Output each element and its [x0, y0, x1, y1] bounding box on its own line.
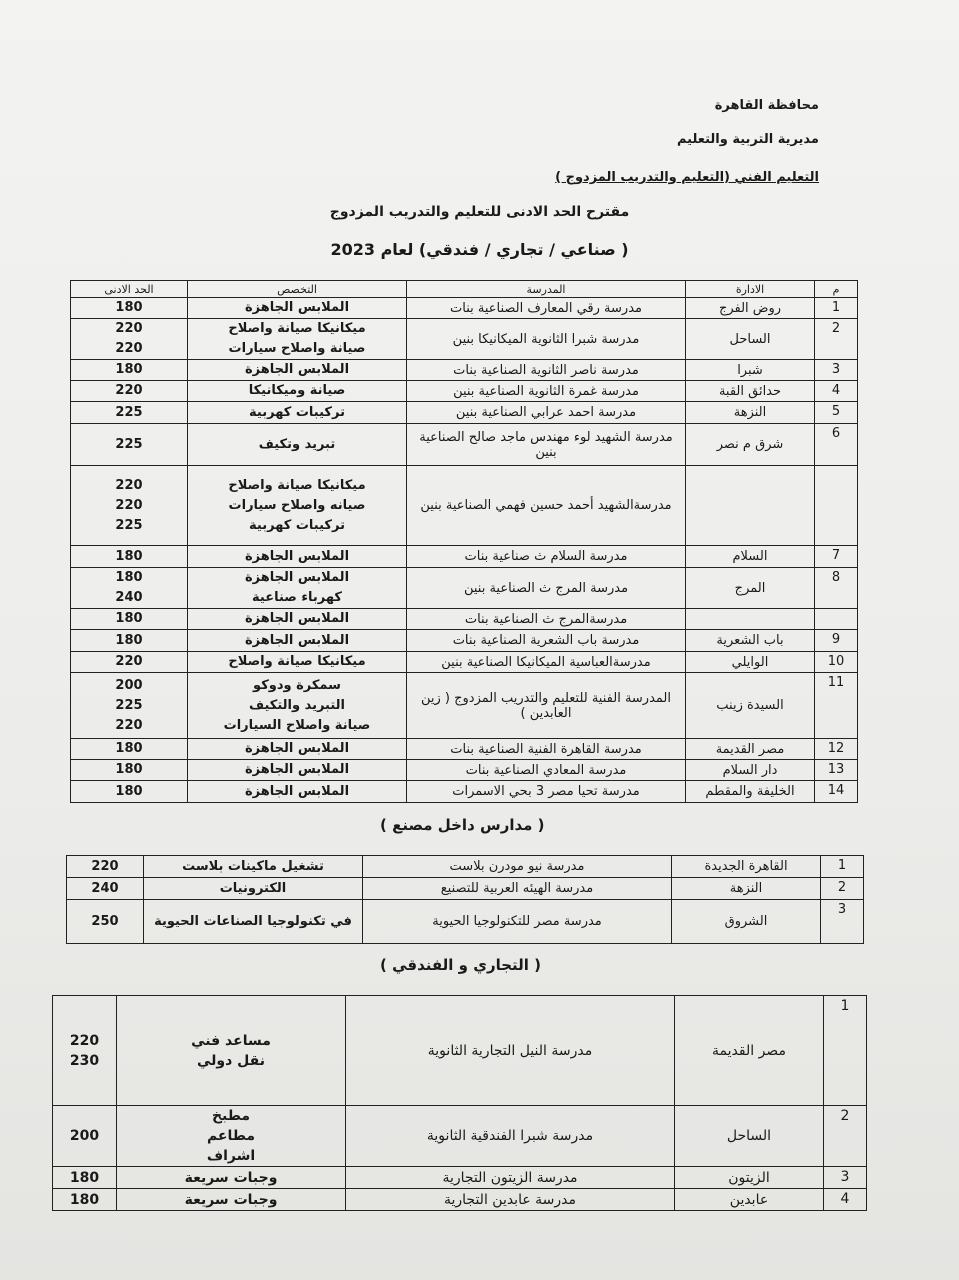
row-administration: الخليفة والمقطم	[686, 781, 815, 803]
row-specialty-line: صيانة واصلاح السيارات	[223, 717, 371, 733]
row-specialty-line: سمكرة ودوكو	[253, 677, 341, 693]
table-row	[71, 673, 858, 739]
row-administration: الشروق	[672, 900, 821, 944]
row-minimum-score	[71, 381, 188, 402]
row-number: 2	[815, 319, 858, 360]
table-row	[53, 1106, 867, 1167]
directorate-label: مديرية التربية والتعليم	[676, 132, 819, 147]
row-minimum-score-line: 180	[115, 783, 143, 799]
row-minimum-score	[67, 878, 144, 900]
table-row	[71, 466, 858, 546]
row-administration: شرق م نصر	[686, 424, 815, 466]
row-specialty	[188, 402, 407, 424]
row-minimum-score-line: 220	[115, 383, 143, 398]
row-school: مدرسة رقي المعارف الصناعية بنات	[407, 298, 686, 319]
row-specialty	[188, 546, 407, 568]
row-school: مدرسة الزيتون التجارية	[346, 1167, 675, 1189]
row-school: مدرسة النيل التجارية الثانوية	[346, 996, 675, 1106]
row-minimum-score-line: 220	[115, 497, 143, 513]
row-school: المدرسة الفنية للتعليم والتدريب المزدوج ( زين العابدين )	[407, 673, 686, 739]
row-minimum-score-line: 180	[115, 300, 143, 315]
row-school: مدرسة مصر للتكنولوجيا الحيوية	[363, 900, 672, 944]
row-number: 9	[815, 630, 858, 652]
row-specialty-line: صيانه واصلاح سيارات	[228, 497, 366, 513]
table-row	[53, 1167, 867, 1189]
governorate-label: محافظة القاهرة	[714, 98, 819, 113]
row-administration: الوايلي	[686, 652, 815, 673]
row-minimum-score	[71, 781, 188, 803]
table-row	[71, 609, 858, 630]
row-administration: السيدة زينب	[686, 673, 815, 739]
row-specialty	[144, 856, 363, 878]
table-row	[53, 996, 867, 1106]
row-school: مدرسة السلام ث صناعية بنات	[407, 546, 686, 568]
row-minimum-score-line: 220	[69, 1032, 100, 1049]
row-specialty-line: الملابس الجاهزة	[244, 762, 350, 777]
row-specialty	[188, 760, 407, 781]
table-row	[71, 298, 858, 319]
row-minimum-score	[67, 856, 144, 878]
row-specialty-line: كهرباء صناعية	[252, 590, 342, 605]
row-minimum-score-line: 220	[115, 477, 143, 493]
row-minimum-score	[71, 546, 188, 568]
row-administration: مصر القديمة	[675, 996, 824, 1106]
row-minimum-score-line: 180	[115, 611, 143, 626]
header-min-score: الحد الادنى	[71, 281, 188, 298]
row-minimum-score-line: 240	[115, 590, 143, 605]
row-school: مدرسة القاهرة الفنية الصناعية بنات	[407, 739, 686, 760]
row-number: 13	[815, 760, 858, 781]
row-school: مدرسة شبرا الثانوية الميكانيكا بنين	[407, 319, 686, 360]
row-minimum-score	[67, 900, 144, 944]
row-specialty-line: نقل دولي	[196, 1052, 265, 1069]
table-row	[71, 381, 858, 402]
row-number: 4	[824, 1189, 867, 1211]
row-administration: القاهرة الجديدة	[672, 856, 821, 878]
row-minimum-score-line: 250	[91, 913, 119, 929]
row-minimum-score-line: 220	[115, 717, 143, 733]
table-header-row	[71, 281, 858, 298]
row-number: 2	[821, 878, 864, 900]
table-row	[53, 1189, 867, 1211]
row-specialty-line: ميكانيكا صيانة واصلاح	[228, 477, 366, 493]
row-specialty-line: تركيبات كهربية	[249, 404, 345, 420]
table-row	[71, 739, 858, 760]
row-administration: شبرا	[686, 360, 815, 381]
row-minimum-score-line: 225	[115, 436, 143, 452]
row-specialty-line: الكترونيات	[219, 880, 287, 896]
row-number: 10	[815, 652, 858, 673]
row-school: مدرسة عابدين التجارية	[346, 1189, 675, 1211]
row-number: 6	[815, 424, 858, 466]
row-minimum-score-line: 180	[115, 632, 143, 648]
row-number: 12	[815, 739, 858, 760]
row-minimum-score-line: 180	[115, 548, 143, 564]
table-row	[67, 900, 864, 944]
factory-schools-table	[66, 855, 864, 944]
table-row	[71, 568, 858, 609]
row-number: 1	[815, 298, 858, 319]
document-title: مقترح الحد الادنى للتعليم والتدريب المزدوج	[329, 204, 630, 220]
table-row	[71, 360, 858, 381]
row-specialty-line: الملابس الجاهزة	[244, 611, 350, 626]
row-minimum-score-line: 225	[115, 517, 143, 533]
row-specialty	[117, 1189, 346, 1211]
row-number: 3	[824, 1167, 867, 1189]
row-minimum-score-line: 180	[115, 362, 143, 377]
row-minimum-score-line: 200	[69, 1128, 100, 1144]
row-minimum-score	[71, 402, 188, 424]
row-minimum-score	[71, 739, 188, 760]
row-administration: السلام	[686, 546, 815, 568]
row-school: مدرسة المرج ث الصناعية بنين	[407, 568, 686, 609]
table-row	[71, 781, 858, 803]
row-number: 4	[815, 381, 858, 402]
row-specialty-line: تشغيل ماكينات بلاست	[182, 858, 324, 874]
row-minimum-score	[71, 609, 188, 630]
row-administration: الساحل	[675, 1106, 824, 1167]
row-specialty	[188, 424, 407, 466]
row-school: مدرسة باب الشعرية الصناعية بنات	[407, 630, 686, 652]
row-number: 1	[821, 856, 864, 878]
row-specialty	[188, 630, 407, 652]
row-specialty-line: الملابس الجاهزة	[244, 570, 350, 585]
row-minimum-score-line: 240	[91, 880, 119, 896]
row-specialty-line: ميكانيكا صيانة واصلاح	[228, 321, 366, 336]
row-minimum-score	[71, 568, 188, 609]
row-specialty-line: الملابس الجاهزة	[244, 362, 350, 377]
document-subtitle: ( صناعي / تجاري / فندقي) لعام 2023	[330, 240, 629, 259]
row-administration: الزيتون	[675, 1167, 824, 1189]
header-admin: الادارة	[686, 281, 815, 298]
row-minimum-score	[53, 1106, 117, 1167]
row-minimum-score-line: 200	[115, 677, 143, 693]
row-number: 1	[824, 996, 867, 1106]
row-minimum-score-line: 180	[69, 1169, 100, 1186]
row-specialty-line: وجبات سريعة	[184, 1169, 278, 1186]
row-administration: روض الفرج	[686, 298, 815, 319]
row-minimum-score-line: 225	[115, 697, 143, 713]
row-specialty	[188, 568, 407, 609]
table-row	[71, 402, 858, 424]
row-specialty-line: الملابس الجاهزة	[244, 741, 350, 756]
row-specialty	[188, 673, 407, 739]
row-school: مدرسة شبرا الفندقية الثانوية	[346, 1106, 675, 1167]
table-row	[71, 652, 858, 673]
row-school: مدرسة نيو مودرن بلاست	[363, 856, 672, 878]
commercial-hotel-title: ( التجاري و الفندقي )	[380, 956, 542, 974]
table-row	[71, 760, 858, 781]
row-specialty-line: مطبخ	[211, 1108, 251, 1124]
row-specialty-line: في تكنولوجيا الصناعات الحيوية	[154, 913, 352, 929]
row-number: 3	[815, 360, 858, 381]
row-specialty	[188, 652, 407, 673]
row-school: مدرسة غمرة الثانوية الصناعية بنين	[407, 381, 686, 402]
table-row	[71, 630, 858, 652]
row-administration: دار السلام	[686, 760, 815, 781]
row-number: 11	[815, 673, 858, 739]
row-minimum-score-line: 180	[115, 570, 143, 585]
row-specialty-line: تبريد وتكيف	[258, 436, 336, 452]
row-number: 8	[815, 568, 858, 609]
table-row	[67, 878, 864, 900]
row-minimum-score-line: 180	[115, 762, 143, 777]
row-number: 7	[815, 546, 858, 568]
row-specialty-line: صيانة وميكانيكا	[248, 383, 346, 398]
row-school: مدرسة الشهيد لوء مهندس ماجد صالح الصناعية بنين	[407, 424, 686, 466]
row-minimum-score-line: 180	[69, 1191, 100, 1208]
row-number: 3	[821, 900, 864, 944]
row-school: مدرسة ناصر الثانوية الصناعية بنات	[407, 360, 686, 381]
row-number	[815, 466, 858, 546]
table-row	[71, 319, 858, 360]
row-number: 2	[824, 1106, 867, 1167]
row-specialty-line: الملابس الجاهزة	[244, 300, 350, 315]
row-specialty	[188, 609, 407, 630]
row-school: مدرسةالمرج ث الصناعية بنات	[407, 609, 686, 630]
row-school: مدرسةالشهيد أحمد حسين فهمي الصناعية بنين	[407, 466, 686, 546]
row-number: 5	[815, 402, 858, 424]
row-administration: الساحل	[686, 319, 815, 360]
table-row	[67, 856, 864, 878]
header-specialty: التخصص	[188, 281, 407, 298]
row-number: 14	[815, 781, 858, 803]
row-minimum-score	[71, 652, 188, 673]
row-minimum-score	[71, 319, 188, 360]
row-specialty-line: اشراف	[206, 1148, 256, 1164]
row-administration: مصر القديمة	[686, 739, 815, 760]
row-specialty-line: مطاعم	[206, 1128, 256, 1144]
row-minimum-score	[53, 996, 117, 1106]
header-school: المدرسة	[407, 281, 686, 298]
row-minimum-score-line: 220	[115, 654, 143, 669]
row-specialty	[188, 739, 407, 760]
row-minimum-score	[71, 298, 188, 319]
row-minimum-score	[71, 424, 188, 466]
row-administration: باب الشعرية	[686, 630, 815, 652]
row-minimum-score-line: 220	[91, 858, 119, 874]
industrial-schools-table	[70, 280, 858, 803]
table-row	[71, 546, 858, 568]
row-school: مدرسة المعادي الصناعية بنات	[407, 760, 686, 781]
row-minimum-score	[71, 466, 188, 546]
row-specialty	[188, 319, 407, 360]
row-specialty-line: التبريد والتكيف	[248, 697, 346, 713]
factory-schools-title: ( مدارس داخل مصنع )	[380, 816, 545, 834]
row-minimum-score-line: 180	[115, 741, 143, 756]
row-specialty-line: صيانة واصلاح سيارات	[228, 341, 366, 356]
row-specialty	[188, 298, 407, 319]
row-specialty	[117, 996, 346, 1106]
row-school: مدرسة تحيا مصر 3 بحي الاسمرات	[407, 781, 686, 803]
row-specialty	[188, 360, 407, 381]
row-specialty	[188, 781, 407, 803]
row-specialty	[188, 466, 407, 546]
row-minimum-score-line: 230	[69, 1052, 100, 1069]
row-minimum-score	[53, 1167, 117, 1189]
row-minimum-score-line: 220	[115, 341, 143, 356]
row-specialty-line: الملابس الجاهزة	[244, 548, 350, 564]
header-num: م	[815, 281, 858, 298]
row-administration	[686, 609, 815, 630]
row-specialty-line: الملابس الجاهزة	[244, 783, 350, 799]
row-specialty-line: مساعد فني	[191, 1032, 271, 1049]
row-administration: عابدين	[675, 1189, 824, 1211]
row-specialty	[117, 1167, 346, 1189]
row-minimum-score	[71, 760, 188, 781]
row-minimum-score	[71, 630, 188, 652]
row-specialty	[144, 878, 363, 900]
row-specialty	[144, 900, 363, 944]
row-specialty	[117, 1106, 346, 1167]
row-specialty-line: ميكانيكا صيانة واصلاح	[228, 654, 366, 669]
row-minimum-score	[71, 360, 188, 381]
row-administration	[686, 466, 815, 546]
row-school: مدرسة الهيئه العربية للتصنيع	[363, 878, 672, 900]
table-row	[71, 424, 858, 466]
commercial-hotel-table	[52, 995, 867, 1211]
department-label: التعليم الفني (التعليم والتدريب المزدوج )	[555, 170, 819, 185]
row-school: مدرسةالعباسية الميكانيكا الصناعية بنين	[407, 652, 686, 673]
row-administration: النزهة	[686, 402, 815, 424]
row-school: مدرسة احمد عرابي الصناعية بنين	[407, 402, 686, 424]
row-specialty-line: وجبات سريعة	[184, 1191, 278, 1208]
row-administration: النزهة	[672, 878, 821, 900]
row-number	[815, 609, 858, 630]
row-minimum-score-line: 220	[115, 321, 143, 336]
row-specialty	[188, 381, 407, 402]
row-administration: المرج	[686, 568, 815, 609]
row-specialty-line: الملابس الجاهزة	[244, 632, 350, 648]
row-minimum-score	[71, 673, 188, 739]
row-minimum-score	[53, 1189, 117, 1211]
row-administration: حدائق القبة	[686, 381, 815, 402]
row-minimum-score-line: 225	[115, 404, 143, 420]
row-specialty-line: تركيبات كهربية	[249, 517, 345, 533]
